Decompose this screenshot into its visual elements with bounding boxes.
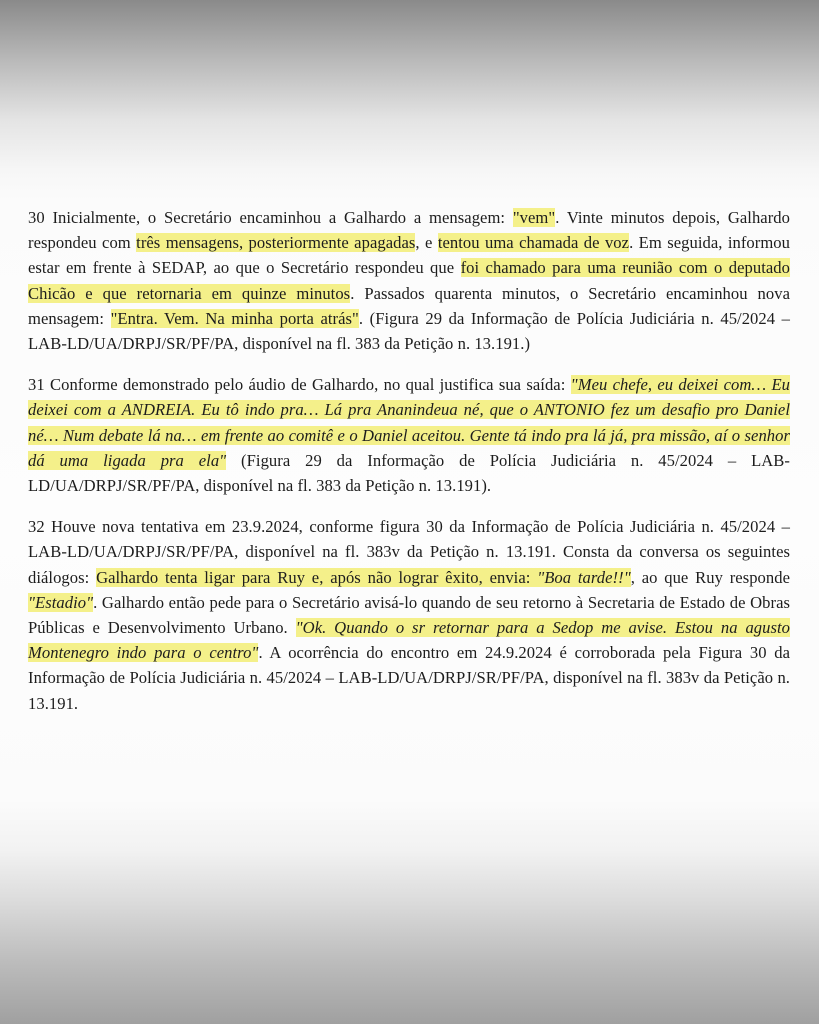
text-fragment: (Figura 29 da Informação de Polícia Judiciária n. 45/2024 – LAB-LD/UA/DRPJ/SR/PF/PA, disponível na fl. 383 da Petição n. 13.191).: [28, 450, 790, 496]
text-fragment: . (Figura 29 da Informação de Polícia Judiciária n. 45/2024 – LAB-LD/UA/DRPJ/SR/PF/PA, disponível na fl. 383 da Petição n. 13.191.): [28, 308, 790, 354]
text-fragment: . Vinte minutos depois, Galhardo respondeu com: [28, 208, 790, 253]
highlighted-text: Galhardo tenta ligar para Ruy e, após não lograr êxito, envia:: [96, 567, 538, 587]
paragraph-30: [28, 205, 790, 356]
paragraph-31: [28, 372, 790, 498]
text-fragment: , e: [415, 233, 438, 253]
highlighted-quote: "Meu chefe, eu deixei com… Eu deixei com a ANDREIA. Eu tô indo pra… Lá pra Ananindeua né, que o ANTONIO fez um desafio pro Daniel né… Num debate lá na… em frente ao comitê e o Daniel aceitou. Gente tá indo pra lá já, pra missão, aí o senhor dá uma ligada pra ela": [28, 375, 790, 470]
text-fragment: . A ocorrência do encontro em 24.9.2024 é corroborada pela Figura 30 da Informação de Polícia Judiciária n. 45/2024 – LAB-LD/UA/DRPJ/SR/PF/PA, disponível na fl. 383v da Petição n. 13.191.: [28, 643, 790, 713]
text-fragment: . Galhardo então pede para o Secretário avisá-lo quando de seu retorno à Secretaria de Estado de Obras Públicas e Desenvolvimento Urbano.: [28, 592, 790, 638]
highlighted-text: três mensagens, posteriormente apagadas: [136, 233, 416, 253]
text-fragment: 30 Inicialmente, o Secretário encaminhou a Galhardo a mensagem:: [28, 208, 513, 227]
highlighted-text: foi chamado para uma reunião com o deputado Chicão e que retornaria em quinze minutos: [28, 258, 790, 303]
highlighted-text: "vem": [512, 208, 556, 227]
text-fragment: . Em seguida, informou estar em frente à SEDAP, ao que o Secretário respondeu que: [28, 233, 790, 278]
highlighted-text: "Entra. Vem. Na minha porta atrás": [110, 308, 359, 328]
paragraph-32: [28, 514, 790, 716]
document-page: [28, 205, 790, 732]
highlighted-text: tentou uma chamada de voz: [437, 233, 630, 253]
text-fragment: 32 Houve nova tentativa em 23.9.2024, conforme figura 30 da Informação de Polícia Judiciária n. 45/2024 – LAB-LD/UA/DRPJ/SR/PF/PA, disponível na fl. 383v da Petição n. 13.191. Consta da conversa os seguintes diálogos:: [28, 517, 790, 587]
highlighted-quote: "Ok. Quando o sr retornar para a Sedop me avise. Estou na agusto Montenegro indo para o centro": [28, 618, 790, 663]
text-fragment: , ao que Ruy responde: [630, 567, 790, 587]
highlighted-quote: "Estadio": [28, 592, 94, 612]
text-fragment: . Passados quarenta minutos, o Secretário encaminhou nova mensagem:: [28, 283, 790, 328]
highlighted-quote: "Boa tarde!!": [537, 567, 631, 587]
text-fragment: 31 Conforme demonstrado pelo áudio de Galhardo, no qual justifica sua saída:: [28, 375, 571, 395]
